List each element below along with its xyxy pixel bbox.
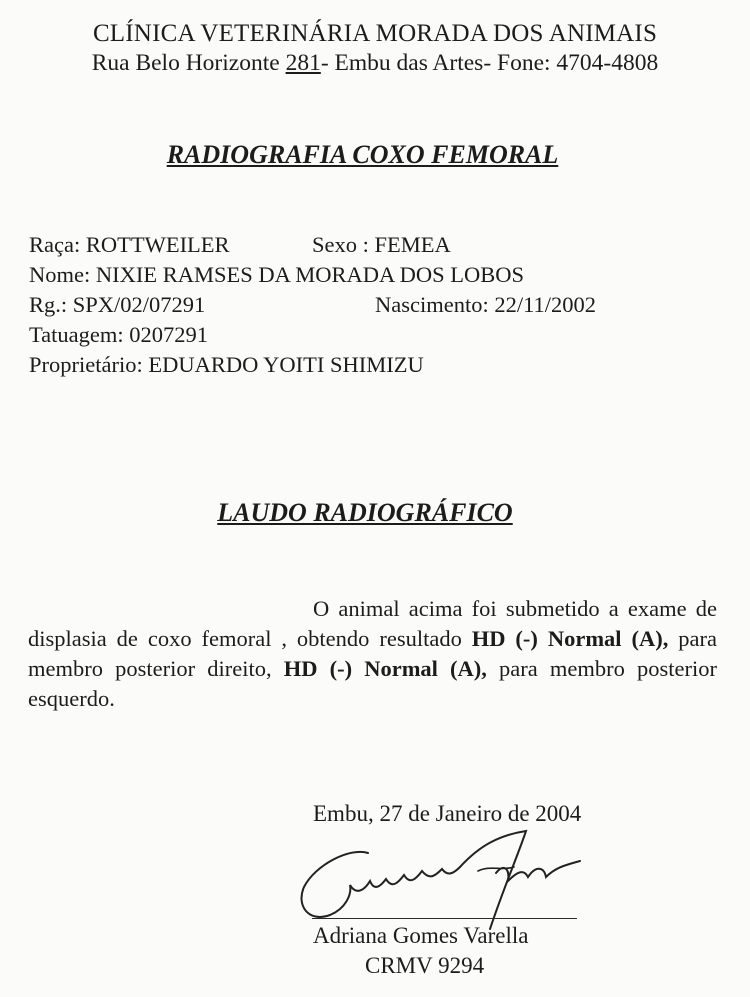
report-body	[28, 594, 717, 714]
result-right-limb: HD (-) Normal (A),	[471, 626, 669, 651]
address-suffix: - Embu das Artes- Fone: 4704-4808	[320, 50, 659, 76]
report-text-1: O animal acima foi submetido a exame de displasia de coxo femoral , obtendo resultado	[28, 596, 717, 651]
patient-sex: Sexo : FEMEA	[312, 232, 451, 257]
patient-breed: Raça: ROTTWEILER	[29, 232, 230, 257]
signer-name: Adriana Gomes Varella	[313, 923, 529, 948]
signer-registration: CRMV 9294	[365, 953, 485, 978]
report-text-2: para membro posterior direito,	[28, 626, 718, 681]
patient-name: Nome: NIXIE RAMSES DA MORADA DOS LOBOS	[29, 262, 525, 287]
patient-rg: Rg.: SPX/02/07291	[29, 292, 206, 317]
address-prefix: Rua Belo Horizonte	[91, 50, 286, 76]
place-date: Embu, 27 de Janeiro de 2004	[313, 801, 582, 826]
clinic-name: CLÍNICA VETERINÁRIA MORADA DOS ANIMAIS	[92, 20, 658, 47]
exam-title: RADIOGRAFIA COXO FEMORAL	[166, 140, 559, 169]
result-left-limb: HD (-) Normal (A),	[283, 656, 487, 681]
address-number: 281	[285, 50, 321, 76]
signature-line	[312, 918, 577, 919]
report-title: LAUDO RADIOGRÁFICO	[217, 498, 513, 527]
clinic-address	[0, 50, 750, 77]
patient-owner: Proprietário: EDUARDO YOITI SHIMIZU	[29, 352, 424, 377]
report-text-3: para membro posterior esquerdo.	[28, 656, 717, 711]
patient-birth-date: Nascimento: 22/11/2002	[375, 292, 597, 317]
patient-tattoo: Tatuagem: 0207291	[29, 322, 209, 347]
